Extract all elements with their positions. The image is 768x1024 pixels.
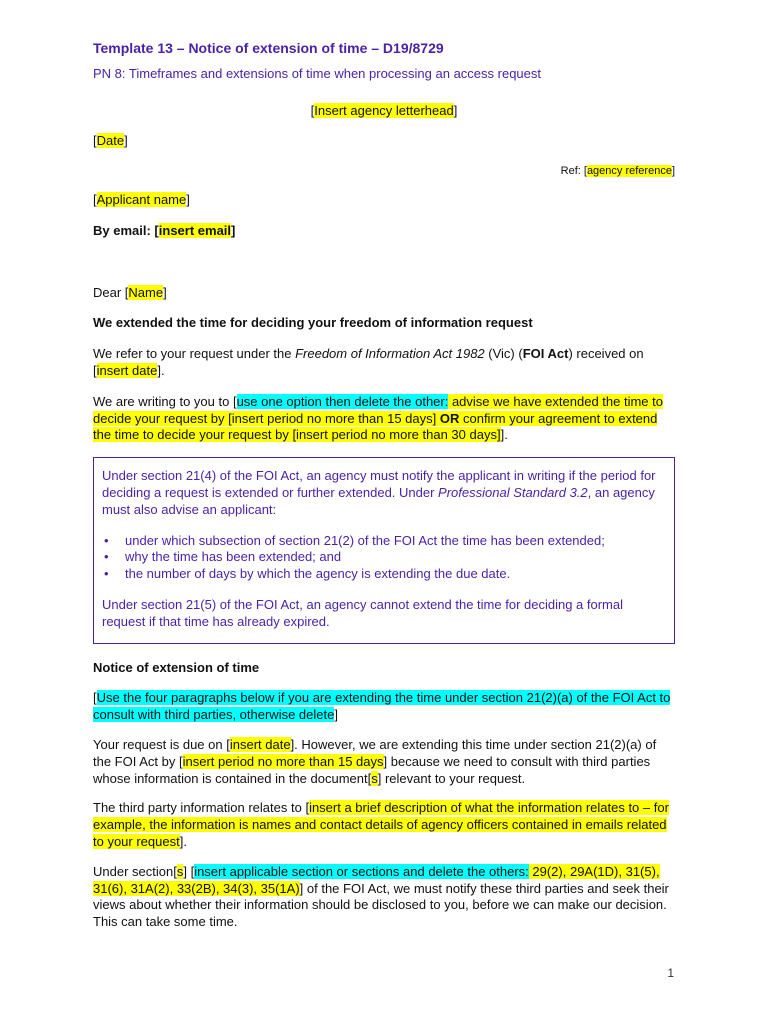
guidance-bullet xyxy=(102,566,666,583)
date-placeholder: Date xyxy=(96,133,125,149)
text-run: , an agency must also advise an applicant: xyxy=(102,484,655,517)
applicant-name-placeholder: Applicant name xyxy=(96,191,187,207)
heading-notice: Notice of extension of time xyxy=(93,659,260,675)
bullet-text: the number of days by which the agency is extending the due date. xyxy=(125,566,511,582)
paragraph-third-party-info: The third party information relates to [insert a brief description of what the information relates to – for example, the information is names and contact details of agency officers contained in emails related to your request]. xyxy=(93,800,669,849)
email-label: By email: xyxy=(93,222,155,238)
bullet-icon: • xyxy=(104,566,109,582)
text-run: Under section xyxy=(93,863,174,879)
paragraph-due-date: Your request is due on [insert date]. However, we are extending this time under section 21(2)(a) of the FOI Act by [insert period no more than 15 days] because we need to consult with third parties whose information is contained in the document[s] relevant to your request. xyxy=(93,736,657,786)
document-subtitle: PN 8: Timeframes and extensions of time when processing an access request xyxy=(93,65,541,81)
third-party-instruction: Use the four paragraphs below if you are extending the time under section 21(2)(a) of the FOI Act to consult with third parties, otherwise delete xyxy=(93,690,671,723)
guidance-box xyxy=(93,457,675,643)
text-run: ]. However, we are extending this time under section 21(2)(a) of the FOI Act by xyxy=(93,736,657,769)
letterhead-placeholder: Insert agency letterhead xyxy=(314,102,454,118)
text-run: ] because we need to consult with third parties whose information is contained in the document xyxy=(93,753,651,786)
bullet-text: why the time has been extended; and xyxy=(125,549,342,565)
bullet-text: under which subsection of section 21(2) of the FOI Act the time has been extended; xyxy=(125,532,605,548)
period-placeholder: insert period no more than 15 days xyxy=(182,753,384,769)
email-placeholder: insert email xyxy=(158,222,232,238)
document-title: Template 13 – Notice of extension of time – D19/8729 xyxy=(93,40,444,56)
bullet-icon: • xyxy=(104,549,109,565)
option-or: OR xyxy=(439,410,460,426)
text-run: We refer to your request under the xyxy=(93,346,296,362)
text-run: (Vic) ( xyxy=(484,346,523,362)
received-date-placeholder: insert date xyxy=(96,362,158,378)
paragraph-sections: Under section[s] [insert applicable section or sections and delete the others: 29(2), 29A(1D), 31(5), 31(6), 31A(2), 33(2B), 34(3), 35(1A)] of the FOI Act, we must notify these third parties and seek their views about whether their information should be disclosed to you, before we can make our decision. This can take some time. xyxy=(93,863,669,930)
email-line: By email: [insert email] xyxy=(93,222,236,238)
text-run: Your request is due on xyxy=(93,736,227,752)
name-placeholder: Name xyxy=(128,284,164,300)
text-run: ) received on xyxy=(568,346,644,362)
guidance-bullet xyxy=(102,533,666,550)
reference-line: Ref: [agency reference] xyxy=(560,165,675,178)
text-run: ] of the FOI Act, we must notify these third parties and seek their views about whether their information should be disclosed to you, before we can make our decision. This can take some time. xyxy=(93,880,669,930)
option-two: confirm your agreement to extend the time to decide your request by [insert period no more than 30 days] xyxy=(93,410,658,443)
sections-instruction: insert applicable section or sections and delete the others: xyxy=(194,863,529,879)
option-instruction: use one option then delete the other: xyxy=(236,393,449,409)
plural-s-placeholder: s xyxy=(176,863,184,879)
heading-extension: We extended the time for deciding your freedom of information request xyxy=(93,315,533,331)
text-run: ] relevant to your request. xyxy=(377,770,526,786)
text-run: ]. xyxy=(179,833,187,849)
page-number: 1 xyxy=(667,966,674,980)
ref-label: Ref: xyxy=(560,165,584,178)
ref-placeholder: agency reference xyxy=(586,165,672,178)
text-run: ]. xyxy=(500,427,508,443)
option-one: advise we have extended the time to decide your request by [insert period no more than 15 days] xyxy=(93,393,663,426)
paragraph-writing-options: We are writing to you to [use one option then delete the other: advise we have extended the time to decide your request by [insert period no more than 15 days] OR confirm your agreement to extend the time to decide your request by [insert period no more than 30 days]]. xyxy=(93,393,663,443)
text-run: The third party information relates to xyxy=(93,800,306,816)
description-placeholder: insert a brief description of what the information relates to – for example, the information is names and contact details of agency officers contained in emails related to your request xyxy=(93,800,669,849)
date-line: [Date] xyxy=(93,133,128,149)
letterhead-line: [Insert agency letterhead] xyxy=(310,102,458,118)
salutation: Dear [Name] xyxy=(93,284,167,300)
applicant-line: [Applicant name] xyxy=(93,191,190,207)
guidance-bullet xyxy=(102,549,666,566)
guidance-paragraph-1 xyxy=(102,468,666,518)
guidance-paragraph-2: Under section 21(5) of the FOI Act, an agency cannot extend the time for deciding a formal request if that time has already expired. xyxy=(102,596,624,629)
paragraph-request-reference: We refer to your request under the Freedom of Information Act 1982 (Vic) (FOI Act) received on [insert date]. xyxy=(93,346,644,378)
salutation-label: Dear xyxy=(93,284,125,300)
paragraph-third-party-instruction: [Use the four paragraphs below if you are extending the time under section 21(2)(a) of the FOI Act to consult with third parties, otherwise delete] xyxy=(93,690,671,723)
guidance-bullet-list xyxy=(102,533,666,583)
text-run: . xyxy=(160,362,165,378)
act-name: Freedom of Information Act 1982 xyxy=(295,346,485,362)
text-run: Under section 21(4) of the FOI Act, an agency must notify the applicant in writing if the period for deciding a request is extended or further extended. Under xyxy=(102,468,656,500)
professional-standard: Professional Standard 3.2 xyxy=(438,484,588,500)
foi-act-abbrev: FOI Act xyxy=(522,346,569,362)
sections-list: 29(2), 29A(1D), 31(5), 31(6), 31A(2), 33(2B), 34(3), 35(1A) xyxy=(93,863,660,896)
text-run: We are writing to you to xyxy=(93,393,233,409)
plural-s-placeholder: s xyxy=(371,770,378,786)
document-page xyxy=(93,40,675,931)
bullet-icon: • xyxy=(104,532,109,548)
due-date-placeholder: insert date xyxy=(229,736,291,752)
